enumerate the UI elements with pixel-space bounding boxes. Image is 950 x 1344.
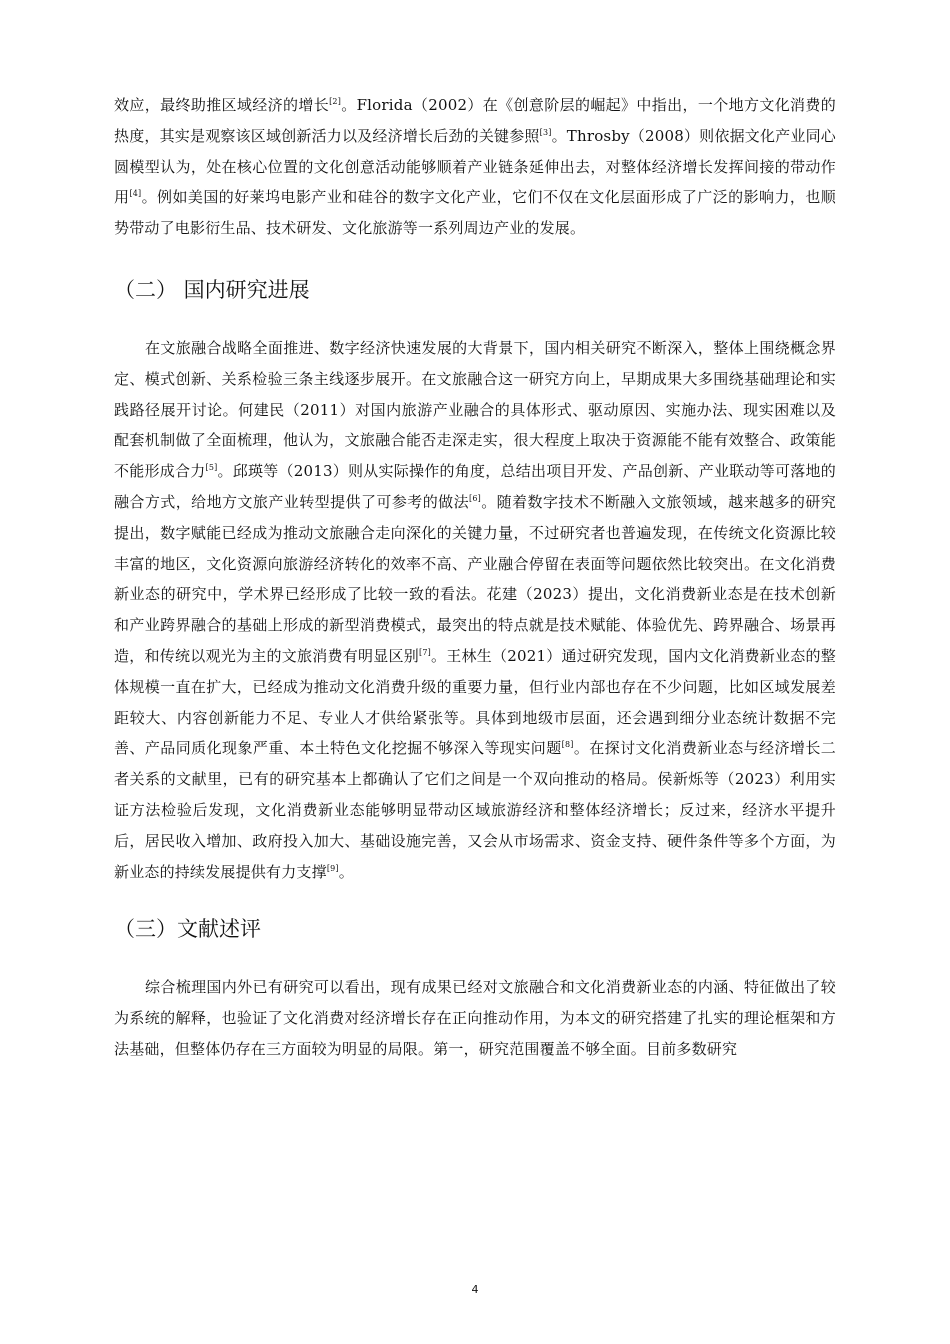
citation-ref: [5] bbox=[205, 463, 218, 473]
citation-ref: [7] bbox=[419, 647, 431, 657]
text-span: 效应，最终助推区域经济的增长 bbox=[114, 96, 330, 114]
citation-ref: [3] bbox=[539, 127, 552, 137]
text-span: 综合梳理国内外已有研究可以看出，现有成果已经对文旅融合和文化消费新业态的内涵、特征做出了较为系统的解释，也验证了文化消费对经济增长存在正向推动作用，为本文的研究搭建了扎实的理论框架和方法基础，但整体仍存在三方面较为明显的局限。第一，研究范围覆盖不够全面。目前多数研究 bbox=[114, 978, 836, 1058]
citation-ref: [2] bbox=[329, 97, 342, 106]
text-span: 。Throsby（2008）则依据文化产业同心圆模型认为，处在核心位置的文化创意活动能够顺着产业链条延伸出去，对整体经济增长发挥间接的带动作用 bbox=[114, 126, 836, 207]
text-span: 。Florida（2002）在《创意阶层的崛起》中指出，一个地方文化消费的热度，其实是观察该区域创新活力以及经济增长后劲的关键参照 bbox=[114, 96, 836, 145]
citation-ref: [9] bbox=[326, 863, 339, 873]
text-span: 。邱瑛等（2013）则从实际操作的角度，总结出项目开发、产品创新、产业联动等可落地的融合方式，给地方文旅产业转型提供了可参考的做法 bbox=[114, 462, 837, 511]
text-span: 。在探讨文化消费新业态与经济增长二者关系的文献里，已有的研究基本上都确认了它们之间是一个双向推动的格局。侯新烁等（2023）利用实证方法检验后发现，文化消费新业态能够明显带动区域旅游经济和整体经济增长；反过来，经济水平提升后，居民收入增加、政府投入加大、基础设施完善，又会从市场需求、资金支持、硬件条件等多个方面，为新业态的持续发展提供有力支撑 bbox=[114, 739, 836, 881]
page-number: 4 bbox=[471, 1283, 479, 1296]
text-span: 。例如美国的好莱坞电影产业和硅谷的数字文化产业，它们不仅在文化层面形成了广泛的影响力，也顺势带动了电影衍生品、技术研发、文化旅游等一系列周边产业的发展。 bbox=[114, 188, 836, 238]
text-span: 在文旅融合战略全面推进、数字经济快速发展的大背景下，国内相关研究不断深入，整体上围绕概念界定、模式创新、关系检验三条主线逐步展开。在文旅融合这一研究方向上，早期成果大多围绕基础理论和实践路径展开讨论。何建民（2011）对国内旅游产业融合的具体形式、驱动原因、实施办法、现实困难以及配套机制做了全面梳理，他认为，文旅融合能否走深走实，很大程度上取决于资源能不能有效整合、政策能不能形成合力 bbox=[114, 338, 836, 481]
citation-ref: [6] bbox=[469, 493, 481, 503]
text-span: 。王林生（2021）通过研究发现，国内文化消费新业态的整体规模一直在扩大，已经成为推动文化消费升级的重要力量，但行业内部也存在不少问题，比如区域发展差距较大、内容创新能力不足、专业人才供给紧张等。具体到地级市层面，还会遇到细分业态统计数据不完善、产品同质化现象严重、本土特色文化挖掘不够深入等现实问题 bbox=[114, 646, 836, 758]
document-body bbox=[114, 90, 836, 1065]
citation-ref: [8] bbox=[561, 740, 574, 750]
citation-ref: [4] bbox=[129, 189, 142, 199]
paragraph-domestic-research bbox=[114, 333, 836, 887]
section-heading-literature-review: （三）文献述评 bbox=[114, 917, 261, 942]
section-heading-domestic-research: （二） 国内研究进展 bbox=[114, 277, 310, 302]
paragraph-foreign-research-end bbox=[114, 90, 836, 244]
text-span: 。随着数字技术不断融入文旅领域，越来越多的研究提出，数字赋能已经成为推动文旅融合走向深化的关键力量，不过研究者也普遍发现，在传统文化资源比较丰富的地区，文化资源向旅游经济转化的效率不高、产业融合停留在表面等问题依然比较突出。在文化消费新业态的研究中，学术界已经形成了比较一致的看法。花建（2023）提出，文化消费新业态是在技术创新和产业跨界融合的基础上形成的新型消费模式，最突出的特点就是技术赋能、体验优先、跨界融合、场景再造，和传统以观光为主的文旅消费有明显区别 bbox=[114, 492, 836, 665]
paragraph-literature-review bbox=[114, 972, 836, 1064]
text-span: 。 bbox=[338, 862, 354, 881]
